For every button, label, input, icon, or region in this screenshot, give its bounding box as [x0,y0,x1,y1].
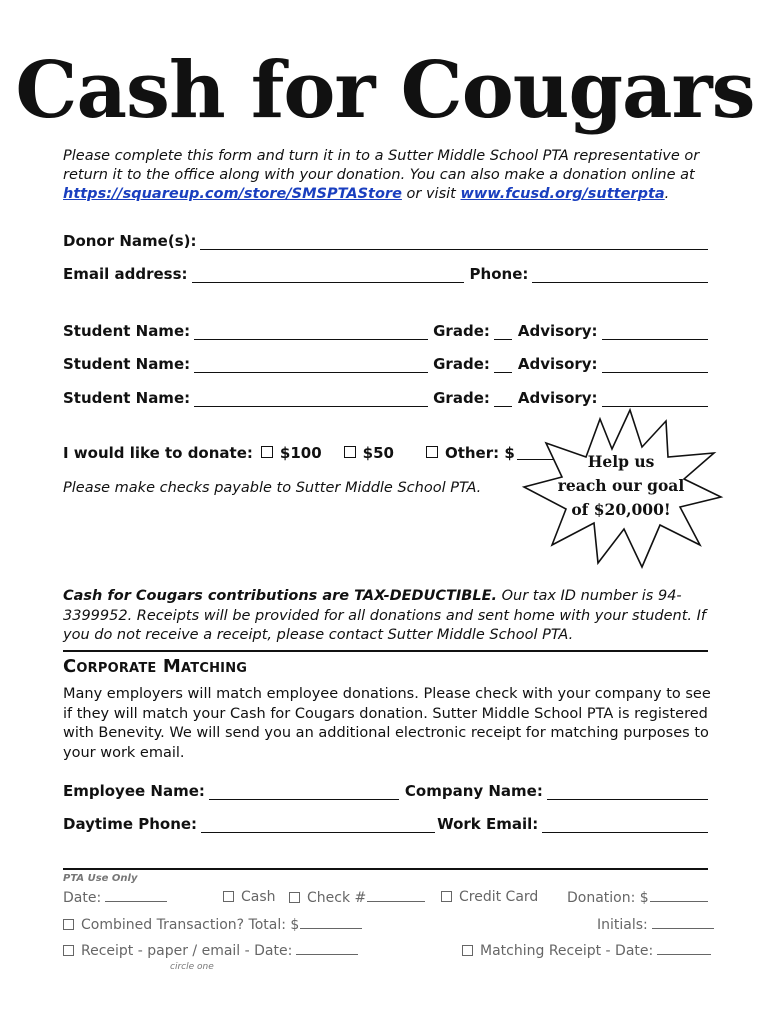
pta-matching-receipt-label: Matching Receipt - Date: [480,943,654,959]
grade-label: Grade: [433,355,490,373]
pta-donation-label: Donation: $ [567,890,649,906]
student-row-1 [63,322,708,340]
pta-date-label: Date: [63,890,102,906]
company-name-label: Company Name: [404,782,543,800]
email-label: Email address: [63,265,188,283]
pta-combined [63,916,366,933]
tax-deductible-bold: Cash for Cougars contributions are TAX-DEDUCTIBLE. [63,588,497,604]
advisory-label: Advisory: [517,389,598,407]
page-title: Cash for Cougars [15,45,755,136]
square-store-link[interactable]: https://squareup.com/store/SMSPTAStore [63,186,402,202]
intro-paragraph [63,147,713,204]
donate-50-checkbox[interactable] [344,446,356,458]
pta-donation-field[interactable] [650,889,708,902]
grade-label: Grade: [433,389,490,407]
section-divider [63,650,708,652]
pta-matching-receipt [462,942,711,959]
pta-initials-label: Initials: [597,917,648,933]
email-phone-row [63,265,708,283]
daytime-phone-field[interactable] [201,818,435,833]
student-name-field[interactable] [194,358,428,373]
donor-names-row [63,232,708,250]
pta-initials [597,916,714,933]
starburst-line-3: of $20,000! [571,500,671,519]
phone-field[interactable] [532,268,708,283]
work-email-label: Work Email: [437,815,539,833]
work-email-field[interactable] [542,818,708,833]
pta-combined-checkbox[interactable] [63,919,74,930]
pta-check-number-field[interactable] [367,889,425,902]
pta-credit-card-label: Credit Card [459,889,539,905]
pta-website-link[interactable]: www.fcusd.org/sutterpta [460,186,665,202]
employee-company-row [63,782,708,800]
pta-receipt-label: Receipt - paper / email - Date: [81,943,293,959]
pta-check [289,889,429,906]
pta-receipt-checkbox[interactable] [63,945,74,956]
donor-names-field[interactable] [200,235,708,250]
intro-text-3: . [664,186,670,202]
pta-use-only-title: PTA Use Only [63,873,138,884]
grade-field[interactable] [494,392,512,407]
tax-deductible-paragraph [63,587,713,646]
donate-50-label: $50 [362,444,394,462]
pta-combined-label: Combined Transaction? Total: $ [81,917,300,933]
pta-initials-field[interactable] [652,916,714,929]
intro-text-2: or visit [401,186,461,202]
daytime-phone-label: Daytime Phone: [63,815,198,833]
student-name-label: Student Name: [63,355,191,373]
student-row-2 [63,355,708,373]
pta-cash [223,889,276,905]
pta-donation [567,889,708,906]
corporate-matching-text: Many employers will match employee donations. Please check with your company to see if they will match your Cash for Cougars donation. Sutter Middle School PTA is registered with Benevity. We will send you an additional electronic receipt for matching purposes to your work email. [63,686,711,761]
pta-matching-receipt-checkbox[interactable] [462,945,473,956]
student-name-field[interactable] [194,325,428,340]
pta-combined-total-field[interactable] [300,916,362,929]
phone-label: Phone: [469,265,529,283]
donor-names-label: Donor Name(s): [63,232,197,250]
pta-cash-checkbox[interactable] [223,891,234,902]
tax-deductible-text: Our tax ID number is 94-3399952. Receipts will be provided for all donations and sent home with your student. If you do not receive a receipt, please contact Sutter Middle School PTA. [63,588,707,643]
corporate-matching-heading: Corporate Matching [63,656,248,677]
student-name-label: Student Name: [63,389,191,407]
checks-payable-note: Please make checks payable to Sutter Middle School PTA. [63,480,482,496]
pta-cash-label: Cash [241,889,276,905]
starburst-text [536,450,706,522]
pta-matching-receipt-date-field[interactable] [657,942,711,955]
pta-receipt [63,942,362,959]
starburst-line-1: Help us [587,452,655,471]
pta-date [63,889,171,906]
employee-name-field[interactable] [209,785,399,800]
donate-100-checkbox[interactable] [261,446,273,458]
pta-receipt-date-field[interactable] [296,942,358,955]
company-name-field[interactable] [547,785,708,800]
donate-100-label: $100 [279,444,322,462]
student-name-label: Student Name: [63,322,191,340]
student-name-field[interactable] [194,392,428,407]
grade-field[interactable] [494,325,512,340]
phone-email-row [63,815,708,833]
advisory-label: Advisory: [517,322,598,340]
advisory-field[interactable] [602,325,708,340]
grade-field[interactable] [494,358,512,373]
intro-text-1: Please complete this form and turn it in to a Sutter Middle School PTA representative or return it to the office along with your donation. You can also make a donation online at [63,148,700,183]
pta-divider [63,868,708,870]
advisory-label: Advisory: [517,355,598,373]
pta-check-checkbox[interactable] [289,892,300,903]
email-field[interactable] [192,268,464,283]
pta-credit-card-checkbox[interactable] [441,891,452,902]
grade-label: Grade: [433,322,490,340]
donate-label: I would like to donate: [63,444,253,462]
circle-one-note: circle one [170,962,214,972]
employee-name-label: Employee Name: [63,782,205,800]
donate-row [63,444,569,462]
donate-other-checkbox[interactable] [426,446,438,458]
starburst-line-2: reach our goal [557,476,685,495]
advisory-field[interactable] [602,358,708,373]
pta-date-field[interactable] [105,889,167,902]
pta-check-label: Check # [307,890,367,906]
donate-other-label: Other: $ [444,444,515,462]
pta-credit-card [441,889,538,905]
